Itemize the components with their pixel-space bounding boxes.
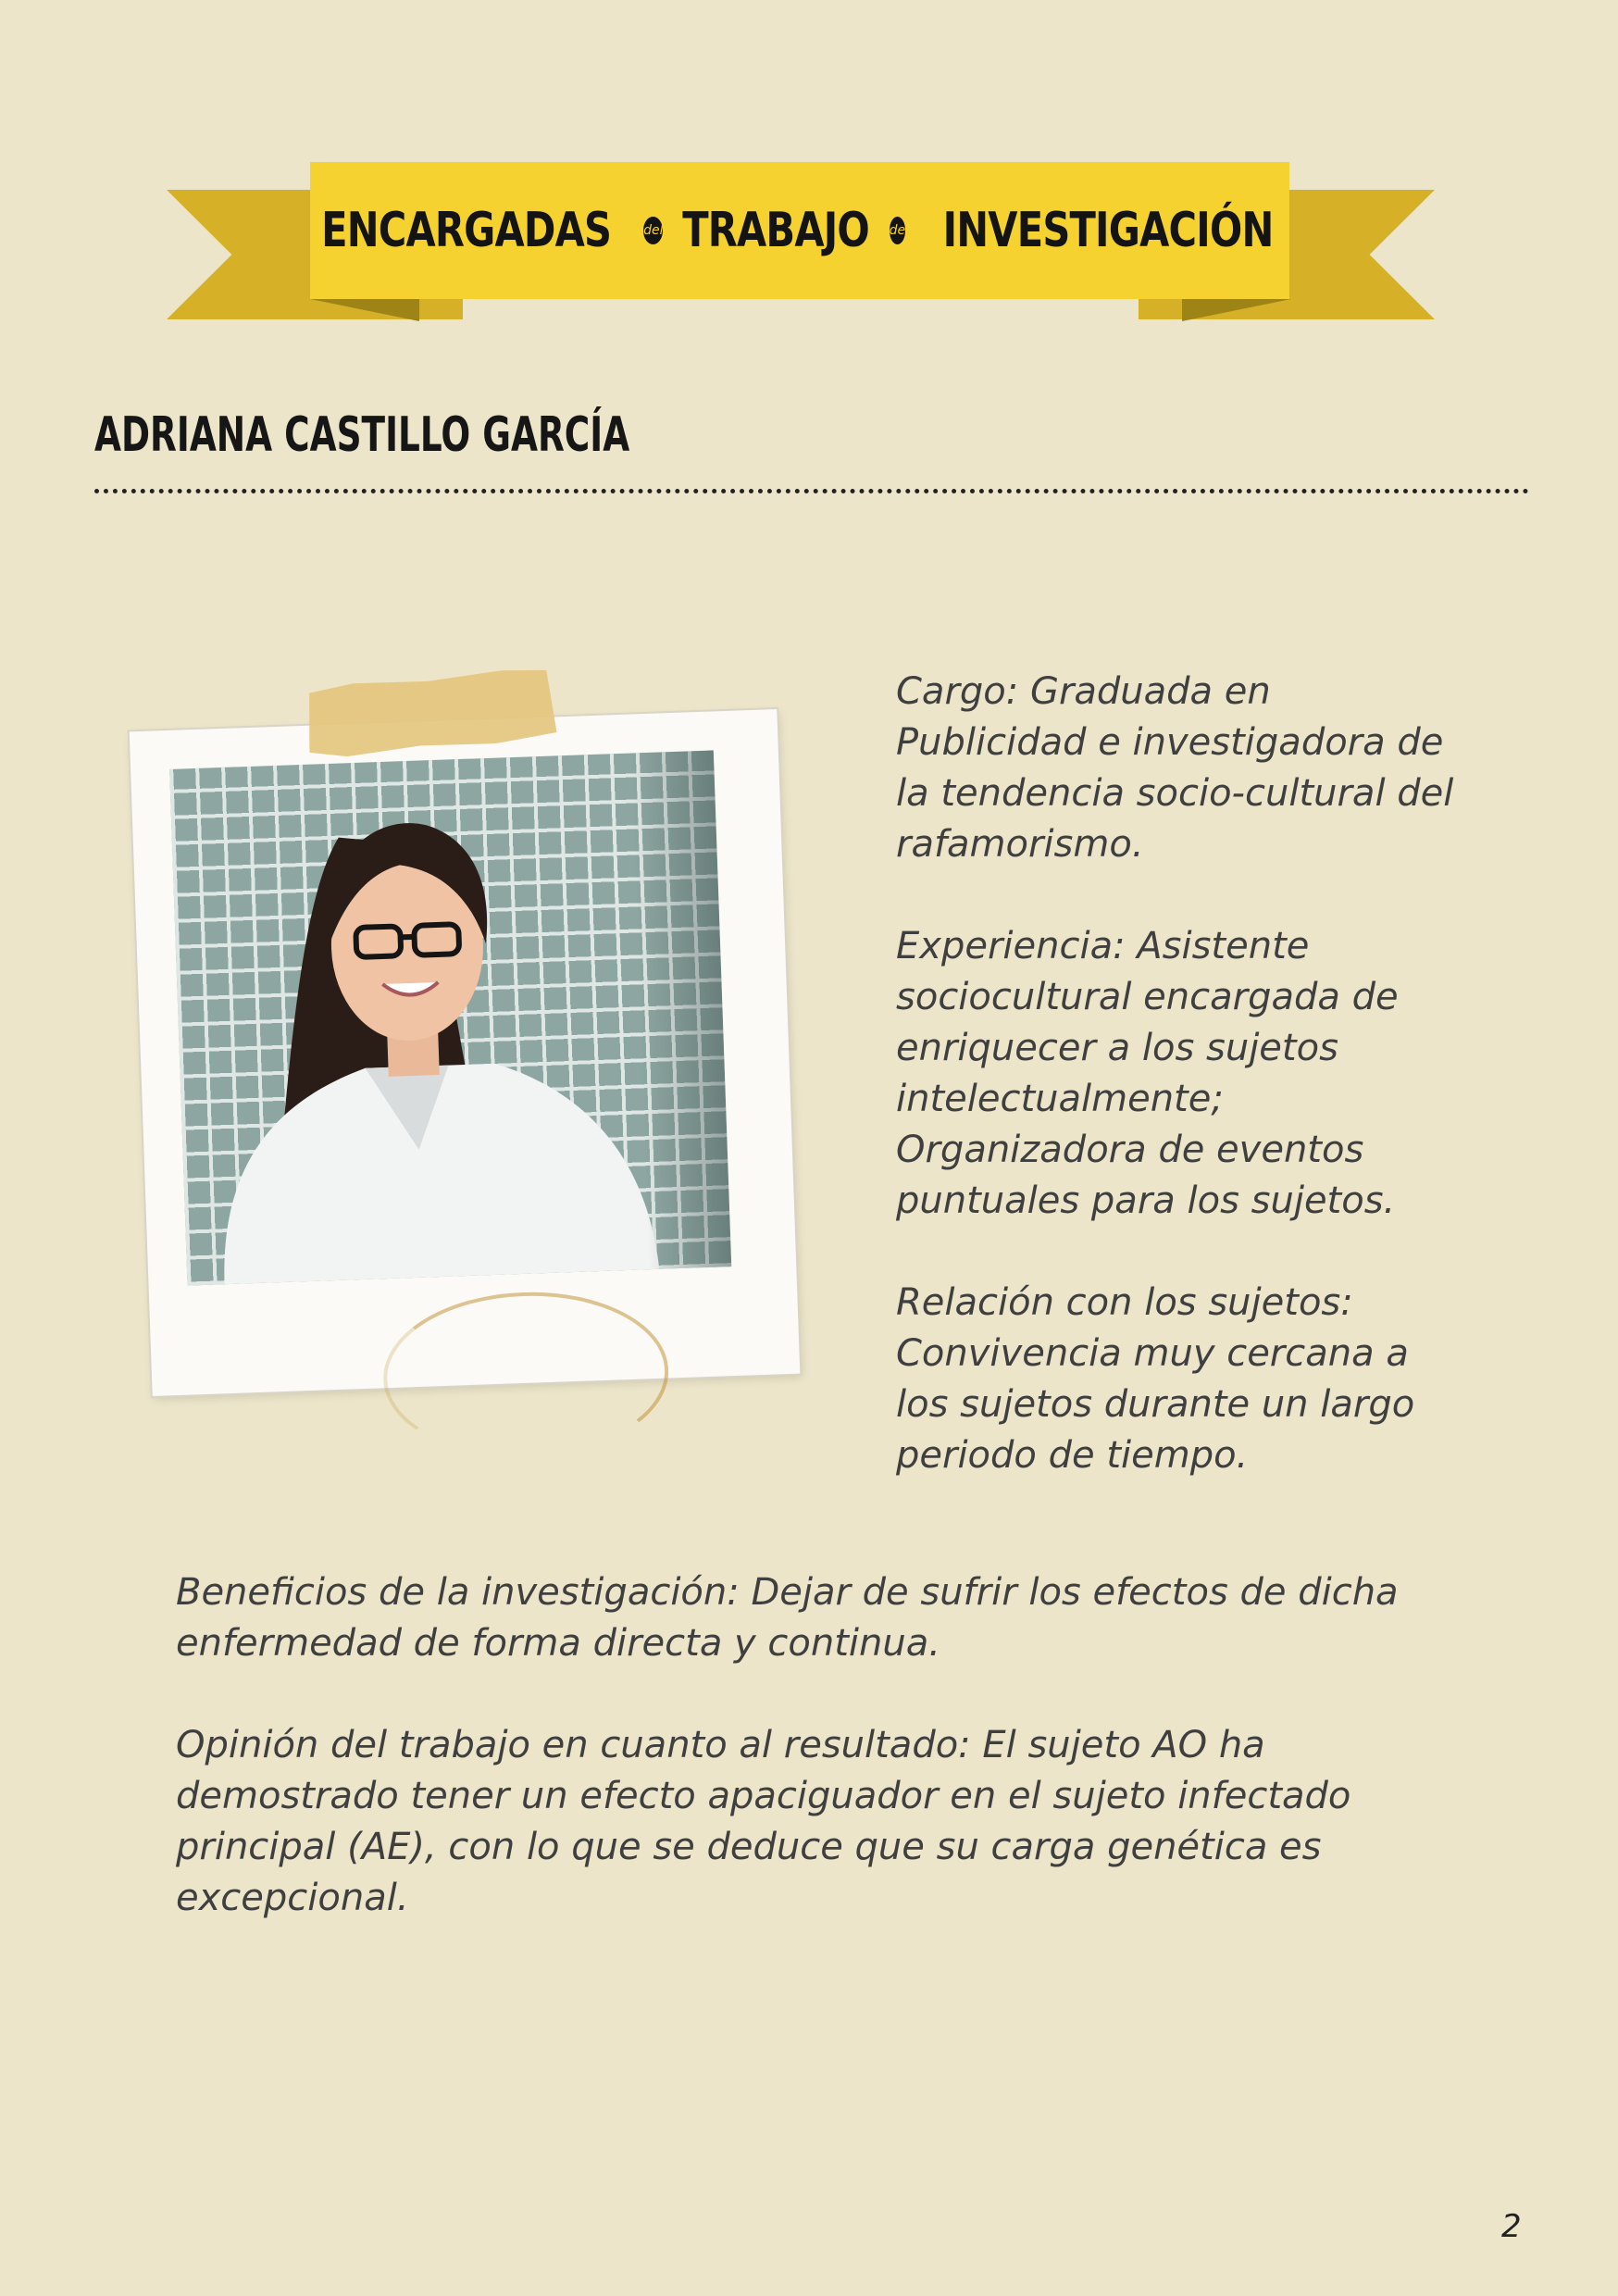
cargo-paragraph: Cargo: Graduada en Publicidad e investigadora de la tendencia socio-cultural del rafamorismo. — [896, 670, 1454, 866]
opinion-paragraph: Opinión del trabajo en cuanto al resultado: El sujeto AO ha demostrado tener un efecto apaciguador en el sujeto infectado principal (AE), con lo que se deduce que su carga genética es excepcional. — [176, 1724, 1351, 1919]
profile-column — [896, 667, 1470, 1532]
tape-strip — [304, 667, 557, 760]
banner-word-investigacion: INVESTIGACIÓN — [942, 203, 1274, 258]
details-column — [176, 1567, 1472, 1975]
person-name: ADRIANA CASTILLO GARCÍA — [94, 407, 630, 463]
coffee-stain — [380, 1288, 671, 1463]
profile-photo — [169, 750, 731, 1285]
banner-title — [310, 162, 1289, 299]
polaroid-frame — [130, 709, 801, 1396]
title-banner — [167, 162, 1435, 324]
relacion-paragraph: Relación con los sujetos: Convivencia muy cercana a los sujetos durante un largo periodo de tiempo. — [896, 1281, 1415, 1477]
page-number: 2 — [1501, 2208, 1522, 2245]
banner-connector-de: de — [890, 217, 906, 244]
beneficios-paragraph: Beneficios de la investigación: Dejar de sufrir los efectos de dicha enfermedad de forma directa y continua. — [176, 1571, 1399, 1665]
experiencia-paragraph: Experiencia: Asistente sociocultural encargada de enriquecer a los sujetos intelectualmente; Organizadora de eventos puntuales para los sujetos. — [896, 925, 1399, 1222]
dotted-divider — [94, 489, 1529, 493]
banner-connector-del: del — [643, 217, 663, 244]
banner-word-trabajo: TRABAJO — [682, 203, 870, 258]
banner-word-encargadas: ENCARGADAS — [320, 203, 611, 258]
photo-shadow — [630, 750, 731, 1269]
